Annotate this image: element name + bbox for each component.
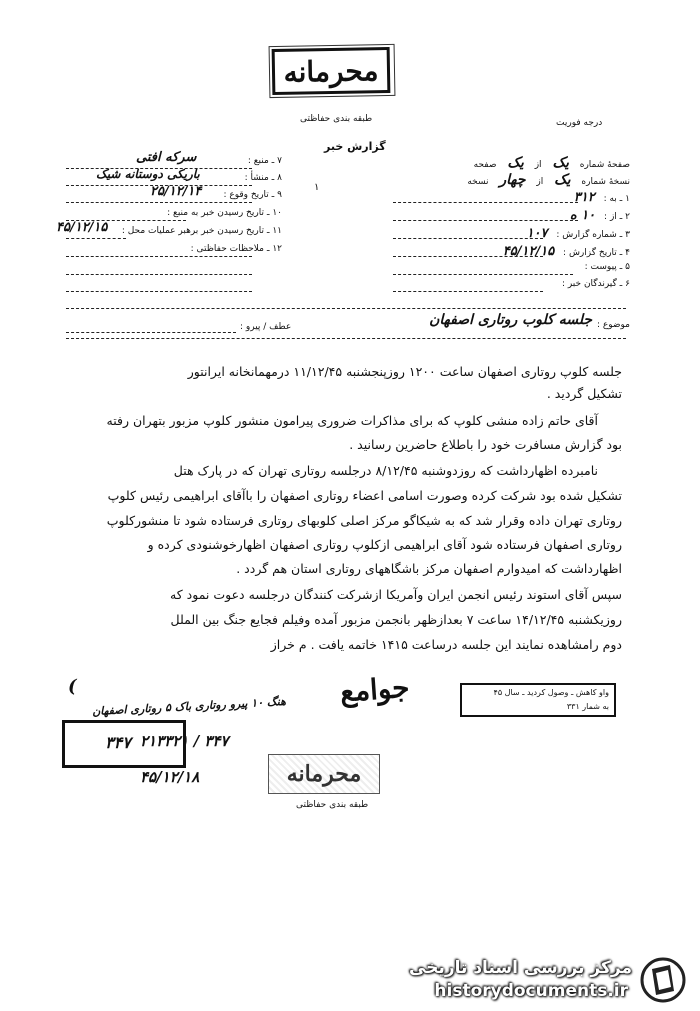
right-field-to: [574, 190, 630, 205]
source-value: سرکه افتی: [136, 150, 197, 165]
left-field-source-received: ۱۰ ـ تاریخ رسیدن خبر به منبع :: [167, 208, 282, 218]
dotted-line: [393, 291, 543, 292]
dotted-line: [393, 256, 543, 257]
right-field-copy: [390, 172, 630, 188]
archive-url[interactable]: historydocuments.ir: [434, 981, 628, 1001]
field-value: یک: [552, 155, 569, 171]
right-field-from: [570, 208, 630, 223]
field-tail: نسخه: [467, 177, 489, 187]
handwritten-note: هنگ ۱۰ پیرو روتاری باک ۵ روتاری اصفهان: [91, 694, 287, 719]
origin-value: باریکی دوستانه شیک: [96, 167, 200, 181]
body-line: آقای حاتم زاده منشی کلوپ که برای مذاکرات ضروری پیرامون منشور کلوپ مزبور بتهران رفته: [106, 413, 598, 428]
classification-label: طبقه بندی حفاظتی: [300, 114, 373, 124]
dotted-line: [66, 332, 236, 333]
field-mid-value: یک: [507, 155, 524, 171]
dotted-line: [393, 220, 578, 221]
field-label: ۴ ـ تاریخ گزارش :: [563, 248, 630, 258]
dotted-line: [66, 202, 252, 203]
body-line: تشکیل گردید .: [546, 386, 622, 401]
margin-mark: ): [68, 676, 77, 697]
field-value: ۳۱۲: [573, 190, 595, 205]
field-label: صفحهٔ شماره: [579, 160, 630, 170]
left-field-origin: ۸ ـ منشأ :: [244, 173, 282, 183]
margin-mark: ١: [314, 182, 320, 193]
dotted-line: [66, 238, 126, 239]
report-title: گزارش خبر: [324, 140, 386, 153]
right-field-recipients: [562, 279, 630, 289]
field-mid: از: [536, 177, 544, 187]
archive-logo-icon: [640, 955, 686, 1005]
registry-stamp: [62, 720, 186, 768]
occurrence-date-value: ۲۵/۱۲/۱۴: [150, 184, 202, 199]
ops-received-value: ۴۵/۱۲/۱۵: [56, 220, 108, 235]
body-line: روتاری تهران داده وقرار شد که به شیکاگو مرکز اصلی کلوبهای روتاری فرستاده شود تا منشورکلوپ: [106, 513, 622, 528]
dotted-line: [66, 338, 626, 339]
classification-label-bottom: طبقه بندی حفاظتی: [296, 800, 369, 810]
field-value: ۴۵/۱۲/۱۵: [502, 244, 555, 259]
body-line: جلسه کلوپ روتاری اصفهان ساعت ۱۲۰۰ روزپنجشنبه ۱۱/۱۲/۴۵ درمهمانخانه ایرانتور: [187, 364, 622, 379]
field-label: ۵ ـ پیوست :: [584, 262, 630, 272]
body-line: سپس آقای استوند رئیس انجمن ایران وآمریکا ازشرکت کنندگان درجلسه دعوت نمود که: [170, 587, 622, 602]
field-label: نسخهٔ شماره: [581, 177, 630, 187]
archive-org-name: مرکز بررسی اسناد تاریخی: [409, 958, 632, 978]
field-mid-value: چهار: [499, 172, 526, 188]
dotted-line: [393, 238, 543, 239]
dotted-line: [66, 274, 252, 275]
body-line: نامبرده اظهارداشت که روزدوشنبه ۸/۱۲/۴۵ درجلسه روتاری تهران که در پارک هتل: [173, 463, 598, 478]
receipt-stamp-line: واو کاهش ـ وصول کردید ـ سال ۴۵: [493, 688, 609, 697]
right-field-page: [390, 155, 630, 171]
urgency-label: درجه فوریت: [556, 118, 603, 128]
reference-label: عطف / پیرو :: [240, 322, 292, 332]
left-field-security-notes: ۱۲ ـ ملاحظات حفاظتی :: [190, 244, 282, 254]
body-line: دوم رامشاهده نمایند این جلسه درساعت ۱۴۱۵ خاتمه یافت . م خراز: [270, 637, 622, 652]
field-value: ۱۰۷: [526, 226, 548, 241]
field-value: ۱۰ ه: [569, 208, 596, 223]
field-label: ۶ ـ گیرندگان خبر :: [561, 279, 630, 289]
handwritten-date: ۴۵/۱۲/۱۸: [140, 768, 200, 786]
bottom-classification-stamp: محرمانه: [268, 754, 380, 794]
jawame-stamp: جوامع: [338, 670, 411, 709]
subject-label: موضوع :: [596, 320, 630, 330]
dotted-line: [393, 274, 573, 275]
dotted-line: [66, 256, 252, 257]
body-line: بود گزارش مسافرت خود را باطلاع حاضرین رسانید .: [349, 437, 622, 452]
registry-stamp-number: ۳۴۷: [105, 733, 131, 752]
top-classification-stamp: محرمانه: [272, 47, 391, 95]
field-mid: از: [534, 160, 542, 170]
left-field-source: ۷ ـ منبع :: [247, 156, 282, 166]
field-tail: صفحه: [473, 160, 497, 170]
dotted-line: [393, 202, 578, 203]
receipt-stamp: [460, 683, 616, 717]
dotted-line: [66, 291, 252, 292]
divider-line: [66, 308, 626, 309]
field-label: ۲ ـ از :: [604, 212, 630, 222]
field-label: ۳ ـ شماره گزارش :: [556, 230, 630, 240]
field-value: یک: [554, 172, 571, 188]
body-line: روتاری اصفهان فرستاده شود آقای ابراهیمی ازکلوپ روتاری اصفهان اظهارخوشنودی کرده و: [147, 537, 622, 552]
receipt-stamp-line: به شمار ۳۳۱: [566, 702, 609, 711]
right-field-attachment: [585, 262, 630, 272]
handwritten-number: ۳۴۷ / ۲۱۳۳۲۱: [140, 732, 229, 750]
left-field-ops-received: ۱۱ ـ تاریخ رسیدن خبر برهبر عملیات محل :: [121, 226, 282, 236]
subject-value: جلسه کلوب روتاری اصفهان: [429, 312, 592, 328]
field-label: ۱ ـ به :: [603, 194, 630, 204]
body-line: روزیکشنبه ۱۴/۱۲/۴۵ ساعت ۷ بعدازظهر بانجمن مزبور آمده وفیلم فجایع جنگ بین الملل: [170, 612, 622, 627]
body-line: اظهارداشت که امیدوارم اصفهان مرکز باشگاههای روتاری استان هم گردد .: [236, 561, 622, 576]
body-line: تشکیل شده بود شرکت کرده وصورت اسامی اعضاء روتاری اصفهان را باآقای ابراهیمی رئیس کلوپ: [107, 488, 622, 503]
left-field-occurrence-date: ۹ ـ تاریخ وقوع :: [223, 190, 282, 200]
